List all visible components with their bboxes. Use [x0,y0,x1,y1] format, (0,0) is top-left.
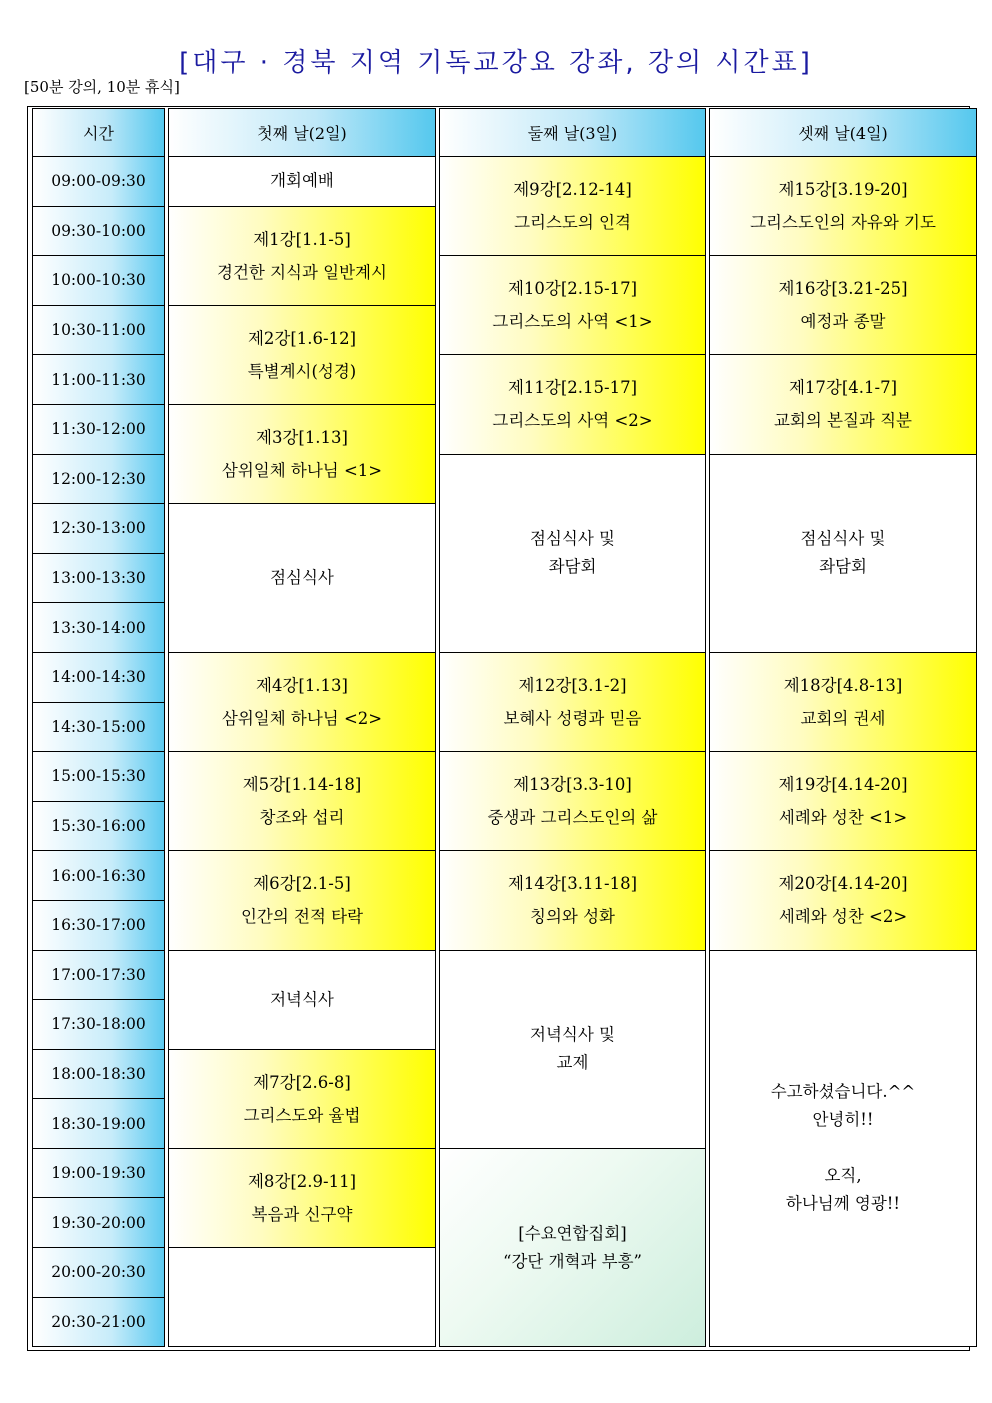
table-row [32,951,977,1001]
lecture-number: 제17강[4.1-7] [788,378,898,398]
lecture-16 [709,256,977,355]
dinner-fellowship-day2: 저녁식사 및 교제 [439,951,706,1149]
time-slot: 09:30-10:00 [32,207,165,257]
header-day1: 첫째 날(2일) [168,108,436,157]
time-slot: 17:30-18:00 [32,1000,165,1050]
lecture-number: 제16강[3.21-25] [778,279,908,299]
lecture-number: 제14강[3.11-18] [507,874,638,894]
time-slot: 14:30-15:00 [32,703,165,753]
time-slot: 11:00-11:30 [32,355,165,405]
header-day2: 둘째 날(3일) [439,108,706,157]
table-row [32,157,977,207]
dinner-day1: 저녁식사 [168,951,436,1050]
time-slot: 10:00-10:30 [32,256,165,306]
time-slot: 18:30-19:00 [32,1099,165,1149]
table-row [32,752,977,802]
empty-cell [168,1248,436,1347]
lecture-number: 제10강[2.15-17] [507,279,638,299]
lecture-subject: 교회의 권세 [800,709,886,729]
time-slot: 17:00-17:30 [32,951,165,1001]
lecture-number: 제11강[2.15-17] [507,378,638,398]
lecture-subject: 칭의와 성화 [530,907,615,927]
time-slot: 18:00-18:30 [32,1050,165,1100]
lecture-12 [439,653,706,752]
time-slot: 12:30-13:00 [32,504,165,554]
time-slot: 16:30-17:00 [32,901,165,951]
lecture-4 [168,653,436,752]
time-slot: 14:00-14:30 [32,653,165,703]
lecture-subject: 보혜사 성령과 믿음 [503,709,642,729]
lecture-15 [709,157,977,256]
lecture-subject: 예정과 종말 [800,312,886,332]
lecture-subject: 그리스도의 사역 <2> [492,411,653,431]
lecture-subject: 중생과 그리스도인의 삶 [487,808,658,828]
time-slot: 13:30-14:00 [32,603,165,653]
lecture-subject: 그리스도의 인격 [514,213,631,233]
closing-message: 수고하셨습니다.^^ 안녕히!! 오직, 하나님께 영광!! [709,951,977,1348]
time-slot: 11:30-12:00 [32,405,165,455]
header-time: 시간 [32,108,165,157]
lecture-3 [168,405,436,504]
page-title: [대구 · 경북 지역 기독교강요 강좌, 강의 시간표] [179,48,813,78]
lecture-number: 제18강[4.8-13] [783,676,903,696]
header-row [32,108,977,157]
time-slot: 15:30-16:00 [32,802,165,852]
lunch-day1: 점심식사 [168,504,436,653]
time-slot: 19:30-20:00 [32,1198,165,1248]
lunch-discussion-day3: 점심식사 및 좌담회 [709,455,977,653]
lecture-13 [439,752,706,851]
lecture-5 [168,752,436,851]
lecture-number: 제3강[1.13] [256,428,348,448]
lecture-number: 제2강[1.6-12] [247,328,357,348]
lecture-subject: 경건한 지식과 일반계시 [217,262,387,282]
lecture-subject: 특별계시(성경) [247,361,357,381]
lecture-number: 제8강[2.9-11] [247,1171,357,1191]
lecture-7 [168,1050,436,1149]
lecture-subject: 창조와 섭리 [259,808,345,828]
lunch-discussion-day2: 점심식사 및 좌담회 [439,455,706,653]
lecture-20 [709,851,977,950]
lecture-number: 제13강[3.3-10] [513,775,632,795]
lecture-number: 제15강[3.19-20] [778,180,908,200]
time-slot: 16:00-16:30 [32,851,165,901]
lecture-11 [439,355,706,454]
lecture-18 [709,653,977,752]
lecture-19 [709,752,977,851]
lecture-subject: 그리스도인의 자유와 기도 [750,213,936,233]
lecture-number: 제9강[2.12-14] [513,180,632,200]
lecture-9 [439,157,706,256]
opening-worship: 개회예배 [168,157,436,207]
lecture-number: 제1강[1.1-5] [253,229,351,249]
lecture-number: 제5강[1.14-18] [242,775,362,795]
lecture-14 [439,851,706,950]
time-slot: 20:30-21:00 [32,1298,165,1348]
lecture-subject: 세례와 성찬 <2> [778,907,908,927]
lecture-number: 제7강[2.6-8] [253,1072,351,1092]
header-day3: 셋째 날(4일) [709,108,977,157]
lecture-6 [168,851,436,950]
lecture-subject: 복음과 신구약 [251,1204,353,1224]
lecture-number: 제12강[3.1-2] [518,676,627,696]
time-slot: 10:30-11:00 [32,306,165,356]
lecture-subject: 삼위일체 하나님 <1> [221,461,383,481]
lecture-number: 제4강[1.13] [256,676,348,696]
schedule-note: [50분 강의, 10분 휴식] [24,78,180,96]
table-row [32,653,977,703]
lecture-subject: 교회의 본질과 직분 [773,411,912,431]
lecture-1 [168,207,436,306]
time-slot: 09:00-09:30 [32,157,165,207]
time-slot: 13:00-13:30 [32,554,165,604]
table-row [32,851,977,901]
timetable [29,108,980,1347]
lecture-subject: 삼위일체 하나님 <2> [221,709,383,729]
lecture-subject: 그리스도의 사역 <1> [492,312,653,332]
lecture-17 [709,355,977,454]
wednesday-joint-meeting: [수요연합집회] “강단 개혁과 부흥” [439,1149,706,1347]
time-slot: 20:00-20:30 [32,1248,165,1298]
lecture-number: 제19강[4.14-20] [778,775,908,795]
lecture-subject: 세례와 성찬 <1> [778,808,908,828]
lecture-10 [439,256,706,355]
lecture-subject: 인간의 전적 타락 [240,907,364,927]
time-slot: 12:00-12:30 [32,455,165,505]
lecture-subject: 그리스도와 율법 [243,1105,361,1125]
time-slot: 19:00-19:30 [32,1149,165,1199]
lecture-2 [168,306,436,405]
lecture-number: 제6강[2.1-5] [253,874,351,894]
lecture-8 [168,1149,436,1248]
lecture-number: 제20강[4.14-20] [778,874,908,894]
time-slot: 15:00-15:30 [32,752,165,802]
